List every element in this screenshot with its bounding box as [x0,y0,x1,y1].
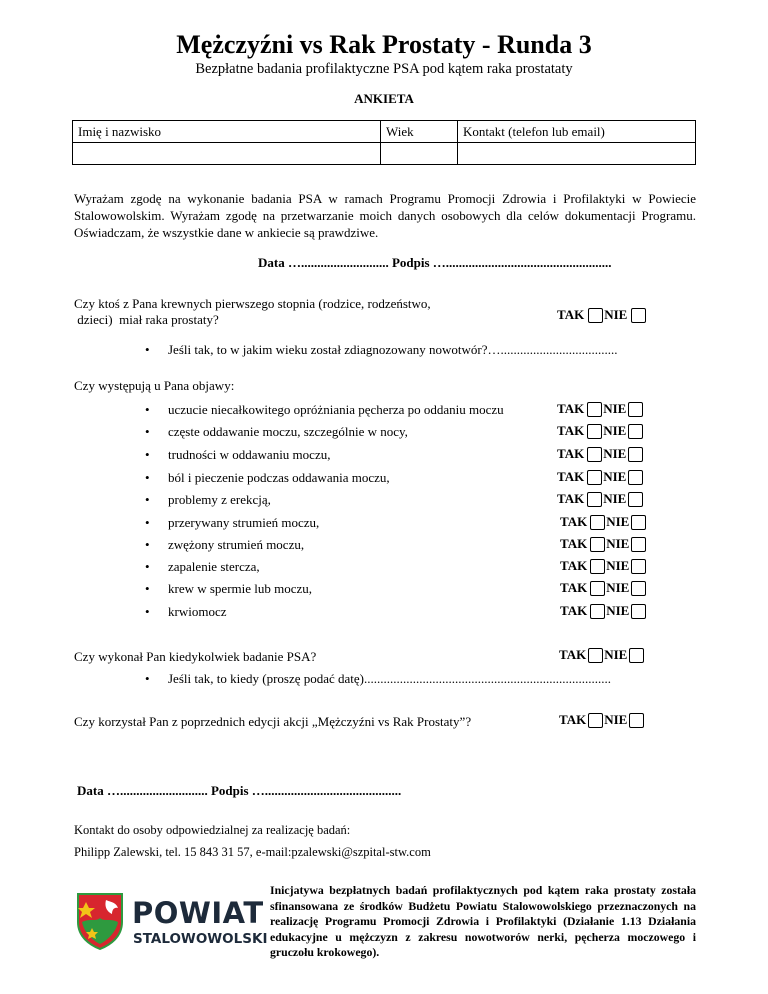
yes-label: TAK [560,514,588,529]
symptom-label: przerywany strumień moczu, [168,515,320,530]
signature-line-top: Data …........................... Podpis …................................................... [258,255,612,270]
symptom-yes-checkbox[interactable] [587,492,602,507]
coat-of-arms-icon [76,892,124,950]
yes-label: TAK [560,558,588,573]
name-header: Imię i nazwisko [73,121,381,143]
symptom-answer [560,558,647,574]
symptom-answer [560,514,647,530]
no-label: NIE [603,446,627,461]
form-label: ANKIETA [354,91,414,106]
no-label: NIE [604,307,628,322]
q1-no-checkbox[interactable] [631,308,646,323]
q3-followup: Jeśli tak, to kiedy (proszę podać datę)............................................................................ [168,671,612,686]
yes-label: TAK [560,536,588,551]
contact-line1: Kontakt do osoby odpowiedzialnej za realizację badań: [74,823,351,837]
name-field[interactable] [73,143,381,165]
symptom-no-checkbox[interactable] [631,604,646,619]
bullet: • [145,342,150,357]
bullet: • [145,671,150,686]
symptom-yes-checkbox[interactable] [590,537,605,552]
q3-question: Czy wykonał Pan kiedykolwiek badanie PSA? [74,649,317,664]
symptom-answer [560,536,647,552]
contact-field[interactable] [458,143,696,165]
symptom-no-checkbox[interactable] [631,559,646,574]
yes-label: TAK [560,580,588,595]
no-label: NIE [603,423,627,438]
symptom-yes-checkbox[interactable] [587,402,602,417]
q3-yes-checkbox[interactable] [588,648,603,663]
contact-header: Kontakt (telefon lub email) [458,121,696,143]
funding-note: Inicjatywa bezpłatnych badań profilaktycznych pod kątem raka prostaty została sfinansowana ze środków Budżetu Powiatu Stalowowolskiego przeznaczonych na realizację Programu Promocji Zdrowia i Profilaktyki (Działanie 1.13 Działania edukacyjne u mężczyzn z zakresu nowotworów nerki, pęcherza moczowego i gruczołu krokowego). [270,883,696,959]
symptom-yes-checkbox[interactable] [587,424,602,439]
symptom-label: zapalenie stercza, [168,559,260,574]
bullet: • [145,424,150,439]
symptom-answer [557,423,644,439]
q1-yes-checkbox[interactable] [588,308,603,323]
symptom-answer [557,491,644,507]
q4-yes-checkbox[interactable] [588,713,603,728]
symptom-yes-checkbox[interactable] [587,470,602,485]
symptom-yes-checkbox[interactable] [590,581,605,596]
age-field[interactable] [381,143,458,165]
symptom-yes-checkbox[interactable] [587,447,602,462]
symptom-label: problemy z erekcją, [168,492,271,507]
logo-word1: POWIAT [132,896,264,930]
symptom-no-checkbox[interactable] [628,492,643,507]
no-label: NIE [606,536,630,551]
yes-label: TAK [557,307,585,322]
powiat-logo [76,892,268,952]
contact-line2: Philipp Zalewski, tel. 15 843 31 57, e-mail:pzalewski@szpital-stw.com [74,845,431,859]
yes-label: TAK [557,446,585,461]
symptom-answer [557,401,644,417]
q1-answer [557,307,647,323]
page-subtitle: Bezpłatne badania profilaktyczne PSA pod kątem raka prostataty [195,61,573,77]
symptom-label: krwiomocz [168,604,227,619]
no-label: NIE [606,580,630,595]
bullet: • [145,604,150,619]
q3-answer [559,647,645,663]
bullet: • [145,402,150,417]
symptom-no-checkbox[interactable] [631,537,646,552]
no-label: NIE [604,712,628,727]
symptom-no-checkbox[interactable] [628,424,643,439]
q4-no-checkbox[interactable] [629,713,644,728]
no-label: NIE [606,514,630,529]
bullet: • [145,447,150,462]
no-label: NIE [603,401,627,416]
symptom-yes-checkbox[interactable] [590,604,605,619]
bullet: • [145,492,150,507]
symptom-no-checkbox[interactable] [631,581,646,596]
symptom-label: krew w spermie lub moczu, [168,581,313,596]
bullet: • [145,537,150,552]
symptom-answer [560,603,647,619]
symptom-no-checkbox[interactable] [628,402,643,417]
yes-label: TAK [559,712,587,727]
yes-label: TAK [557,469,585,484]
symptom-yes-checkbox[interactable] [590,515,605,530]
yes-label: TAK [557,491,585,506]
yes-label: TAK [557,401,585,416]
symptom-yes-checkbox[interactable] [590,559,605,574]
symptom-label: uczucie niecałkowitego opróżniania pęcherza po oddaniu moczu [168,402,504,417]
symptom-no-checkbox[interactable] [628,447,643,462]
symptom-answer [557,446,644,462]
logo-word2: STALOWOWOLSKI [133,931,268,947]
symptom-answer [560,580,647,596]
bullet: • [145,470,150,485]
no-label: NIE [603,491,627,506]
yes-label: TAK [560,603,588,618]
yes-label: TAK [557,423,585,438]
symptom-answer [557,469,644,485]
personal-data-table [72,120,696,165]
q4-question: Czy korzystał Pan z poprzednich edycji akcji „Mężczyźni vs Rak Prostaty”? [74,714,472,729]
signature-line-bottom: Data …........................... Podpis ….......................................... [77,783,402,798]
symptom-no-checkbox[interactable] [631,515,646,530]
consent-text: Wyrażam zgodę na wykonanie badania PSA w ramach Programu Promocji Zdrowia i Profilaktyki w Powiecie Stalowowolskim. Wyrażam zgodę na przetwarzanie moich danych osobowych dla celów dokumentacji Programu. Oświadczam, że wszystkie dane w ankiecie są prawdziwe. [74,191,696,240]
symptom-label: zwężony strumień moczu, [168,537,305,552]
q1-followup: Jeśli tak, to w jakim wieku został zdiagnozowany nowotwór?….................................... [168,342,618,357]
symptom-label: ból i pieczenie podczas oddawania moczu, [168,470,390,485]
symptom-no-checkbox[interactable] [628,470,643,485]
age-header: Wiek [381,121,458,143]
q1-line2: dzieci) miał raka prostaty? [74,312,219,327]
bullet: • [145,581,150,596]
no-label: NIE [603,469,627,484]
page-title: Mężczyźni vs Rak Prostaty - Runda 3 [176,30,592,59]
symptom-label: częste oddawanie moczu, szczególnie w nocy, [168,424,408,439]
symptom-label: trudności w oddawaniu moczu, [168,447,331,462]
yes-label: TAK [559,647,587,662]
q2-question: Czy występują u Pana objawy: [74,378,235,393]
bullet: • [145,559,150,574]
q4-answer [559,712,645,728]
no-label: NIE [606,603,630,618]
q3-no-checkbox[interactable] [629,648,644,663]
no-label: NIE [606,558,630,573]
no-label: NIE [604,647,628,662]
q1-line1: Czy ktoś z Pana krewnych pierwszego stopnia (rodzice, rodzeństwo, [74,296,431,311]
bullet: • [145,515,150,530]
